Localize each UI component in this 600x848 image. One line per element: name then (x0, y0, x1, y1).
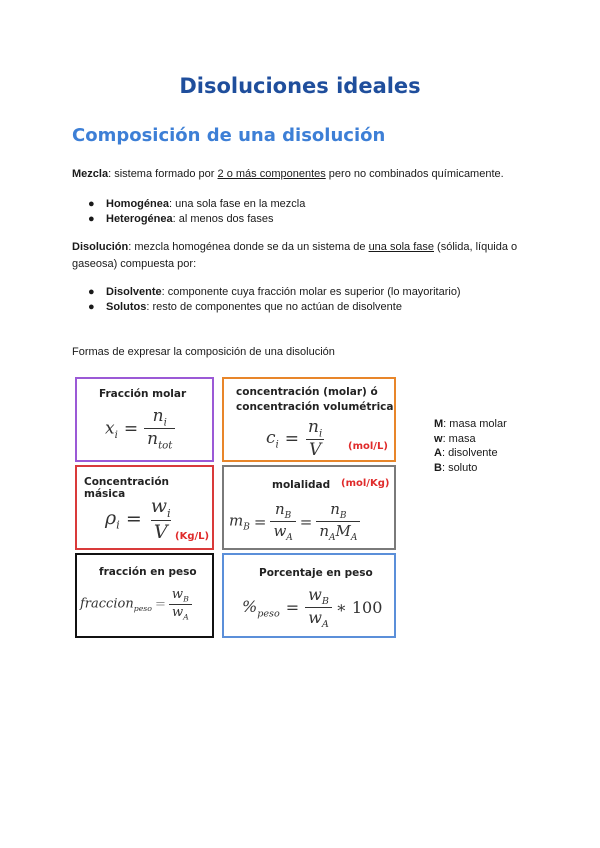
page-title: Disoluciones ideales (179, 74, 421, 98)
box-label: molalidad (272, 479, 331, 491)
formas-text: Formas de expresar la composición de una disolución (72, 346, 335, 358)
mezcla-text-after: pero no combinados químicamente. (325, 168, 504, 180)
mezcla-text-before: : sistema formado por (108, 168, 218, 180)
box-label: Porcentaje en peso (259, 567, 373, 579)
legend-item: B: soluto (434, 461, 478, 474)
disolucion-text-before: : mezcla homogénea donde se da un sistema de (128, 241, 369, 253)
mezcla-underlined: 2 o más componentes (217, 168, 326, 180)
formula: $\rho_i$ = $\frac{w_i}{V}$ (105, 495, 171, 543)
list-item (88, 300, 402, 314)
list-item (88, 285, 461, 299)
box-label: concentración (molar) ó concentración volumétrica (236, 386, 394, 413)
mezcla-definition (72, 166, 532, 183)
fraccion-molar-box (75, 377, 214, 462)
mezcla-term: Mezcla (72, 168, 109, 180)
legend-item: w: masa (434, 432, 476, 445)
unit-label: (mol/L) (348, 441, 388, 452)
disolucion-underlined: una sola fase (368, 241, 434, 253)
bullet-icon: ● (88, 301, 95, 313)
list-item-term: Heterogénea (106, 213, 173, 225)
section-heading: Composición de una disolución (72, 125, 386, 146)
disolucion-term: Disolución (72, 241, 129, 253)
list-item-desc: : resto de componentes que no actúan de disolvente (146, 301, 402, 313)
list-item-desc: : componente cuya fracción molar es superior (lo mayoritario) (161, 286, 461, 298)
unit-label: (mol/Kg) (341, 478, 390, 489)
formula: $x_i$ = $\frac{n_i}{n_{tot}}$ (105, 406, 175, 452)
box-label: Concentración másica (84, 476, 170, 500)
disolucion-definition (72, 239, 532, 273)
bullet-icon: ● (88, 198, 95, 210)
unit-label: (Kg/L) (175, 531, 210, 542)
concentracion-molar-box (222, 377, 396, 462)
list-item (88, 212, 274, 226)
list-item-desc: : una sola fase en la mezcla (168, 198, 306, 210)
bullet-icon: ● (88, 213, 95, 225)
formula: $c_i$ = $\frac{n_i}{V}$ (266, 417, 325, 460)
variable-legend (434, 417, 507, 475)
box-label: Fracción molar (99, 388, 187, 400)
porcentaje-peso-box (222, 553, 396, 638)
legend-item: A: disolvente (434, 447, 498, 459)
list-item-desc: : al menos dos fases (172, 213, 274, 225)
disolucion-text-after: (sólida, líquida o gaseosa) compuesta por: (72, 241, 518, 270)
bullet-icon: ● (88, 286, 95, 298)
box-label: fracción en peso (99, 566, 197, 578)
legend-item: M: masa molar (434, 418, 507, 430)
molalidad-box (222, 465, 396, 550)
list-item (88, 197, 305, 211)
list-item-term: Disolvente (106, 286, 162, 298)
formula: fraccion$_{peso}$ = $\frac{w_B}{w_A}$ (80, 587, 192, 621)
formula: $m_B$ = $\frac{n_B}{w_A}$ = $\frac{n_B}{n_AM_A}$ (229, 500, 360, 543)
list-item-term: Homogénea (106, 198, 169, 210)
fraccion-peso-box (75, 553, 214, 638)
concentracion-masica-box (75, 465, 214, 550)
formula: $\%_{peso}$ = $\frac{w_B}{w_A}$ ∗ 100 (242, 585, 383, 631)
list-item-term: Solutos (106, 301, 147, 313)
